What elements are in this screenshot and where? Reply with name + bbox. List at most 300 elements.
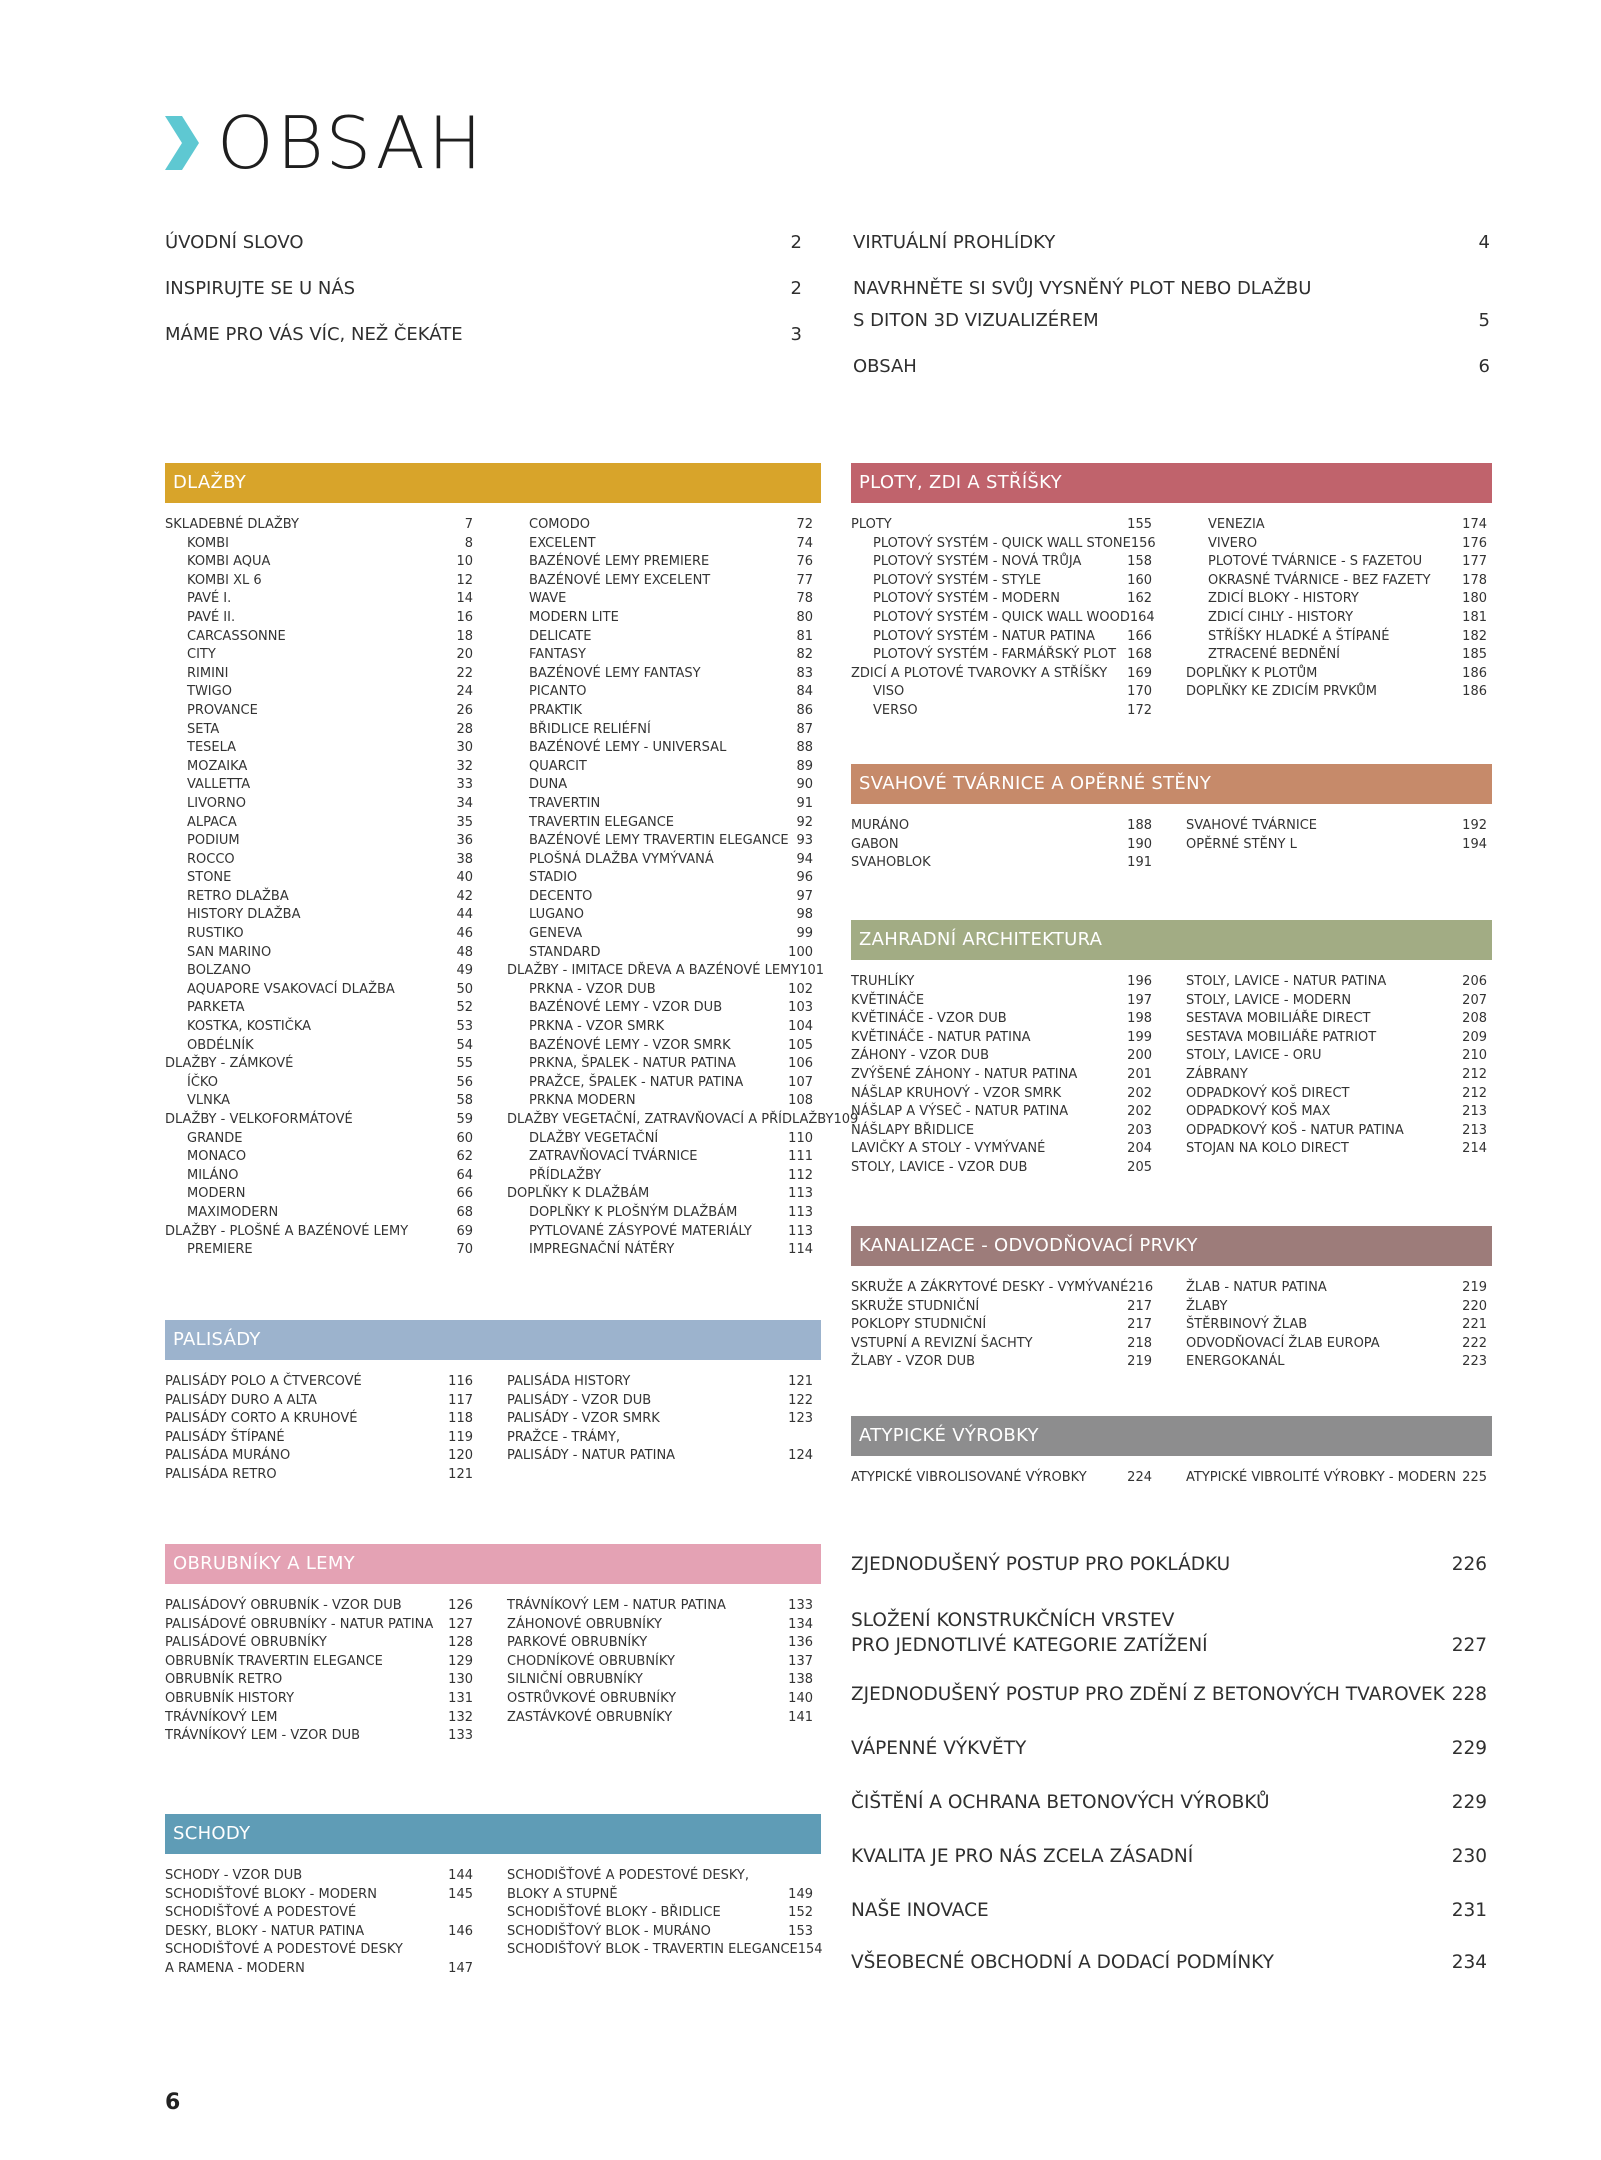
toc-entry-page: 133 — [788, 1598, 813, 1613]
toc-entry[interactable] — [851, 683, 1152, 702]
toc-entry[interactable] — [1186, 516, 1487, 535]
toc-entry[interactable] — [507, 981, 813, 1000]
toc-entry-label: BAZÉNOVÉ LEMY PREMIERE — [529, 554, 710, 570]
toc-entry[interactable] — [507, 1616, 813, 1635]
toc-entry[interactable] — [851, 1316, 1152, 1335]
toc-entry-page: 112 — [788, 1167, 813, 1183]
section-obrubniky — [165, 1544, 821, 1744]
toc-entry[interactable] — [165, 1466, 473, 1485]
toc-entry[interactable] — [165, 832, 473, 851]
toc-entry-label: VLNKA — [187, 1093, 231, 1109]
toc-entry[interactable] — [851, 1085, 1152, 1104]
toc-entry[interactable] — [165, 1018, 473, 1037]
toc-entry[interactable] — [507, 1223, 813, 1242]
toc-entry[interactable] — [1186, 609, 1487, 628]
toc-entry-page: 116 — [448, 1374, 473, 1389]
toc-entry[interactable] — [507, 1653, 813, 1672]
toc-entry[interactable] — [507, 814, 813, 833]
toc-entry[interactable] — [851, 646, 1152, 665]
section-header: ZAHRADNÍ ARCHITEKTURA — [851, 920, 1492, 960]
toc-entry-label: VERSO — [873, 702, 918, 718]
toc-entry[interactable] — [165, 665, 473, 684]
toc-entry-label: PALISÁDOVÝ OBRUBNÍK - VZOR DUB — [165, 1598, 402, 1613]
toc-entry[interactable] — [507, 1634, 813, 1653]
toc-entry[interactable] — [165, 1223, 473, 1242]
toc-column — [507, 1597, 813, 1727]
toc-entry[interactable] — [165, 1392, 473, 1411]
toc-entry[interactable] — [165, 1671, 473, 1690]
toc-entry-label: SILNIČNÍ OBRUBNÍKY — [507, 1672, 643, 1688]
toc-entry-label: NAVRHNĚTE SI SVŮJ VYSNĚNÝ PLOT NEBO DLAŽBU — [853, 278, 1312, 299]
toc-entry[interactable] — [165, 1727, 473, 1746]
toc-entry[interactable] — [851, 590, 1152, 609]
toc-entry[interactable] — [851, 973, 1152, 992]
toc-entry[interactable] — [507, 1709, 813, 1728]
toc-entry-page: 213 — [1462, 1104, 1487, 1120]
toc-entry-label: MÁME PRO VÁS VÍC, NEŽ ČEKÁTE — [165, 324, 463, 345]
toc-entry[interactable] — [165, 553, 473, 572]
toc-entry[interactable] — [507, 851, 813, 870]
toc-entry[interactable] — [165, 1111, 473, 1130]
section-header: SVAHOVÉ TVÁRNICE A OPĚRNÉ STĚNY — [851, 764, 1492, 804]
toc-entry[interactable] — [1186, 973, 1487, 992]
toc-entry-label: ZÁHONOVÉ OBRUBNÍKY — [507, 1616, 662, 1632]
toc-entry-page: 22 — [456, 665, 473, 681]
toc-entry[interactable] — [853, 356, 1490, 402]
toc-entry[interactable] — [851, 1159, 1152, 1178]
toc-entry[interactable] — [507, 1429, 813, 1448]
toc-entry-label: VIRTUÁLNÍ PROHLÍDKY — [853, 232, 1056, 253]
toc-entry-page: 166 — [1127, 628, 1152, 644]
toc-entry[interactable] — [507, 702, 813, 721]
toc-entry[interactable] — [851, 1552, 1487, 1577]
toc-entry-page: 149 — [788, 1886, 813, 1902]
toc-entry-label: BAZÉNOVÉ LEMY FANTASY — [529, 665, 701, 681]
toc-entry-label: MILÁNO — [187, 1167, 239, 1183]
toc-entry[interactable] — [507, 1447, 813, 1466]
toc-entry-page: 102 — [788, 981, 813, 997]
toc-entry[interactable] — [851, 1122, 1152, 1141]
section-dlazby — [165, 463, 859, 1258]
toc-entry-label: TWIGO — [187, 684, 232, 700]
toc-entry[interactable] — [507, 1373, 813, 1392]
toc-entry[interactable] — [851, 628, 1152, 647]
toc-entry[interactable] — [851, 535, 1156, 554]
toc-entry-page: 221 — [1462, 1317, 1487, 1333]
toc-entry[interactable] — [853, 232, 1490, 278]
toc-entry[interactable] — [1186, 992, 1487, 1011]
toc-entry-label: VSTUPNÍ A REVIZNÍ ŠACHTY — [851, 1335, 1033, 1351]
toc-entry[interactable] — [853, 310, 1490, 356]
toc-entry[interactable] — [851, 1335, 1152, 1354]
toc-entry[interactable] — [507, 1867, 813, 1886]
toc-entry[interactable] — [165, 1429, 473, 1448]
toc-entry[interactable] — [507, 1690, 813, 1709]
toc-entry-label: LUGANO — [529, 907, 585, 923]
toc-entry[interactable] — [1186, 535, 1487, 554]
toc-entry-page: 90 — [796, 777, 813, 793]
toc-entry[interactable] — [851, 1279, 1152, 1298]
toc-entry[interactable] — [507, 628, 813, 647]
toc-entry-page: 109 — [833, 1112, 859, 1127]
toc-entry-page: 7 — [464, 517, 473, 532]
toc-entry[interactable] — [165, 1634, 473, 1653]
toc-entry[interactable] — [165, 795, 473, 814]
toc-entry[interactable] — [507, 1018, 813, 1037]
toc-entry[interactable] — [851, 1029, 1152, 1048]
toc-entry[interactable] — [507, 1392, 813, 1411]
toc-entry[interactable] — [165, 869, 473, 888]
toc-entry[interactable] — [1186, 817, 1487, 836]
toc-entry[interactable] — [165, 981, 473, 1000]
toc-entry[interactable] — [165, 324, 802, 370]
toc-entry[interactable] — [507, 795, 813, 814]
toc-column — [851, 973, 1152, 1178]
toc-column — [1186, 817, 1487, 854]
toc-entry[interactable] — [507, 1923, 813, 1942]
toc-entry[interactable] — [165, 1960, 473, 1979]
toc-entry-page: 123 — [788, 1411, 813, 1427]
toc-entry[interactable] — [165, 1597, 473, 1616]
toc-entry-page: 48 — [456, 944, 473, 960]
toc-entry[interactable] — [165, 1447, 473, 1466]
toc-entry-page: 206 — [1462, 974, 1487, 989]
section-schody — [165, 1814, 823, 1976]
toc-entry-label: SETA — [187, 721, 220, 737]
toc-entry[interactable] — [165, 1130, 473, 1149]
toc-entry-label: OBRUBNÍK TRAVERTIN ELEGANCE — [165, 1653, 383, 1669]
toc-entry-page: 4 — [1478, 232, 1490, 253]
toc-entry[interactable] — [507, 1671, 813, 1690]
toc-entry[interactable] — [165, 962, 473, 981]
toc-entry-page: 202 — [1127, 1085, 1152, 1101]
toc-entry[interactable] — [165, 1923, 473, 1942]
toc-entry[interactable] — [851, 1682, 1487, 1707]
toc-entry[interactable] — [1186, 1279, 1487, 1298]
toc-entry[interactable] — [507, 962, 825, 981]
toc-entry[interactable] — [507, 1204, 813, 1223]
toc-entry-label: SCHODIŠŤOVÉ BLOKY - MODERN — [165, 1886, 377, 1902]
toc-entry[interactable] — [851, 572, 1152, 591]
toc-entry[interactable] — [507, 1167, 813, 1186]
toc-entry[interactable] — [851, 1844, 1487, 1869]
toc-entry[interactable] — [851, 1950, 1487, 1975]
toc-entry-page: 108 — [788, 1093, 813, 1109]
toc-entry[interactable] — [1186, 1085, 1487, 1104]
toc-entry[interactable] — [165, 646, 473, 665]
toc-entry-page: 154 — [797, 1942, 823, 1958]
toc-entry[interactable] — [165, 278, 802, 324]
toc-entry[interactable] — [1186, 1122, 1487, 1141]
toc-entry[interactable] — [851, 1608, 1487, 1658]
toc-entry[interactable] — [851, 1353, 1152, 1372]
toc-entry[interactable] — [507, 1185, 813, 1204]
toc-entry[interactable] — [851, 854, 1152, 873]
toc-entry[interactable] — [165, 944, 473, 963]
toc-entry[interactable] — [165, 1886, 473, 1905]
toc-entry-label: SAN MARINO — [187, 944, 272, 960]
toc-entry-label: ZDICÍ A PLOTOVÉ TVAROVKY A STŘÍŠKY — [851, 665, 1108, 681]
toc-entry[interactable] — [1186, 553, 1487, 572]
toc-entry[interactable] — [507, 721, 813, 740]
toc-entry-page: 66 — [456, 1186, 473, 1202]
toc-entry[interactable] — [165, 702, 473, 721]
toc-entry-label: DOPLŇKY K DLAŽBÁM — [507, 1186, 650, 1202]
toc-entry-page: 8 — [464, 535, 473, 551]
toc-entry-page: 133 — [448, 1728, 473, 1744]
toc-entry[interactable] — [165, 590, 473, 609]
toc-entry[interactable] — [165, 232, 802, 278]
toc-entry-label: TRÁVNÍKOVÝ LEM - VZOR DUB — [165, 1728, 361, 1744]
toc-entry-page: 80 — [796, 609, 813, 625]
toc-entry-page: 120 — [448, 1448, 473, 1464]
toc-entry[interactable] — [507, 1886, 813, 1905]
toc-entry[interactable] — [1186, 1469, 1487, 1488]
toc-entry[interactable] — [165, 572, 473, 591]
toc-entry[interactable] — [507, 609, 813, 628]
toc-entry[interactable] — [1186, 1335, 1487, 1354]
toc-entry-label: PAVÉ II. — [187, 609, 236, 625]
toc-entry[interactable] — [1186, 628, 1487, 647]
toc-entry[interactable] — [507, 832, 813, 851]
toc-entry-page: 86 — [796, 702, 813, 718]
toc-entry-label: MODERN — [187, 1186, 246, 1202]
toc-entry[interactable] — [165, 1037, 473, 1056]
toc-entry-page: 96 — [796, 870, 813, 886]
toc-entry-page: 207 — [1462, 992, 1487, 1008]
toc-entry[interactable] — [853, 278, 1490, 310]
toc-entry-label: OPĚRNÉ STĚNY L — [1186, 836, 1297, 852]
toc-entry[interactable] — [165, 1867, 473, 1886]
toc-entry[interactable] — [1186, 1066, 1487, 1085]
toc-entry-page: 191 — [1127, 855, 1152, 871]
toc-entry[interactable] — [165, 1690, 473, 1709]
toc-entry-page: 168 — [1127, 647, 1152, 663]
toc-entry[interactable] — [1186, 665, 1487, 684]
toc-entry-label: ŽLAB - NATUR PATINA — [1186, 1280, 1327, 1295]
toc-entry[interactable] — [165, 851, 473, 870]
toc-entry-page: 234 — [1451, 1952, 1487, 1973]
toc-entry-label: INSPIRUJTE SE U NÁS — [165, 278, 356, 299]
toc-entry-label: TESELA — [187, 740, 237, 756]
intro-right-list — [853, 232, 1490, 402]
toc-entry[interactable] — [507, 1941, 823, 1960]
toc-entry[interactable] — [507, 906, 813, 925]
toc-entry-label: ZDICÍ CIHLY - HISTORY — [1208, 609, 1354, 625]
toc-entry[interactable] — [851, 1469, 1152, 1488]
toc-entry-label: GABON — [851, 836, 899, 852]
toc-entry[interactable] — [851, 553, 1152, 572]
toc-entry[interactable] — [165, 516, 473, 535]
toc-entry[interactable] — [507, 1130, 813, 1149]
toc-entry[interactable] — [165, 1904, 473, 1923]
toc-entry[interactable] — [851, 1010, 1152, 1029]
toc-entry[interactable] — [851, 1298, 1152, 1317]
toc-entry[interactable] — [507, 1074, 813, 1093]
section-atypicke — [851, 1416, 1492, 1485]
toc-entry-page: 229 — [1451, 1792, 1487, 1813]
toc-entry[interactable] — [1186, 590, 1487, 609]
toc-entry[interactable] — [165, 1241, 473, 1260]
toc-entry[interactable] — [851, 836, 1152, 855]
toc-entry[interactable] — [165, 1092, 473, 1111]
toc-entry-page: 177 — [1462, 554, 1487, 570]
toc-entry-label: POKLOPY STUDNIČNÍ — [851, 1317, 987, 1333]
toc-entry[interactable] — [507, 683, 813, 702]
toc-entry-label: CITY — [187, 647, 216, 663]
toc-entry[interactable] — [165, 628, 473, 647]
toc-entry[interactable] — [507, 869, 813, 888]
toc-entry[interactable] — [1186, 1316, 1487, 1335]
toc-entry-label: BAZÉNOVÉ LEMY EXCELENT — [529, 572, 711, 588]
toc-entry[interactable] — [507, 646, 813, 665]
toc-entry[interactable] — [165, 888, 473, 907]
toc-entry[interactable] — [851, 1047, 1152, 1066]
toc-entry[interactable] — [165, 535, 473, 554]
toc-entry-page: 114 — [788, 1242, 813, 1258]
toc-entry[interactable] — [507, 925, 813, 944]
toc-entry[interactable] — [165, 1185, 473, 1204]
toc-entry[interactable] — [165, 1653, 473, 1672]
toc-entry[interactable] — [1186, 683, 1487, 702]
toc-entry[interactable] — [507, 776, 813, 795]
toc-entry-label: STŘÍŠKY HLADKÉ A ŠTÍPANÉ — [1208, 628, 1390, 644]
toc-entry[interactable] — [1186, 1103, 1487, 1122]
toc-entry[interactable] — [165, 999, 473, 1018]
toc-entry[interactable] — [507, 572, 813, 591]
toc-entry[interactable] — [165, 1410, 473, 1429]
toc-entry[interactable] — [507, 590, 813, 609]
toc-entry[interactable] — [165, 906, 473, 925]
toc-entry[interactable] — [851, 609, 1155, 628]
toc-entry-label: DLAŽBY - IMITACE DŘEVA A BAZÉNOVÉ LEMY — [507, 963, 800, 979]
toc-entry[interactable] — [507, 1148, 813, 1167]
toc-entry[interactable] — [851, 665, 1152, 684]
toc-entry[interactable] — [165, 1074, 473, 1093]
toc-entry[interactable] — [507, 758, 813, 777]
toc-entry[interactable] — [507, 1410, 813, 1429]
toc-entry[interactable] — [165, 814, 473, 833]
toc-entry[interactable] — [165, 609, 473, 628]
toc-entry[interactable] — [1186, 1298, 1487, 1317]
toc-entry[interactable] — [851, 516, 1152, 535]
toc-entry[interactable] — [165, 1709, 473, 1728]
toc-entry[interactable] — [507, 1111, 859, 1130]
toc-entry[interactable] — [165, 758, 473, 777]
section-ploty — [851, 463, 1492, 718]
toc-entry-page: 5 — [1478, 310, 1490, 331]
toc-entry[interactable] — [165, 925, 473, 944]
toc-entry-page: 216 — [1128, 1280, 1154, 1295]
toc-entry-label: PLOTOVÝ SYSTÉM - STYLE — [873, 572, 1042, 588]
toc-entry[interactable] — [851, 817, 1152, 836]
toc-entry[interactable] — [507, 1241, 813, 1260]
toc-entry[interactable] — [507, 665, 813, 684]
toc-entry-label — [851, 1682, 1445, 1707]
toc-entry-page: 214 — [1462, 1141, 1487, 1157]
toc-entry[interactable] — [1186, 1353, 1487, 1372]
toc-entry[interactable] — [851, 992, 1152, 1011]
toc-entry[interactable] — [851, 1898, 1487, 1923]
toc-entry[interactable] — [165, 1055, 473, 1074]
toc-entry[interactable] — [165, 1148, 473, 1167]
toc-entry-page: 46 — [456, 926, 473, 942]
toc-entry[interactable] — [1186, 1140, 1487, 1159]
toc-entry[interactable] — [165, 1616, 473, 1635]
toc-entry[interactable] — [165, 739, 473, 758]
toc-entry-label: PODIUM — [187, 833, 240, 849]
toc-entry[interactable] — [507, 739, 813, 758]
toc-entry-page: 111 — [788, 1149, 813, 1165]
toc-entry[interactable] — [507, 535, 813, 554]
toc-entry[interactable] — [851, 1066, 1152, 1085]
toc-entry-label: PALISÁDY - NATUR PATINA — [507, 1448, 676, 1464]
toc-entry[interactable] — [507, 888, 813, 907]
toc-entry-label: PRKNA - VZOR SMRK — [529, 1019, 665, 1035]
toc-entry[interactable] — [507, 1055, 813, 1074]
toc-entry[interactable] — [851, 1103, 1152, 1122]
toc-entry-page: 92 — [796, 814, 813, 830]
toc-entry[interactable] — [507, 999, 813, 1018]
toc-entry[interactable] — [1186, 1029, 1487, 1048]
toc-entry[interactable] — [851, 1140, 1152, 1159]
toc-entry[interactable] — [851, 1736, 1487, 1761]
toc-entry[interactable] — [507, 516, 813, 535]
toc-entry-label: RETRO DLAŽBA — [187, 888, 289, 904]
section-svahove — [851, 764, 1492, 871]
toc-entry[interactable] — [1186, 1010, 1487, 1029]
toc-entry-page: 121 — [788, 1374, 813, 1389]
toc-entry[interactable] — [165, 1941, 473, 1960]
toc-entry[interactable] — [1186, 646, 1487, 665]
toc-entry[interactable] — [165, 776, 473, 795]
toc-entry-label: EXCELENT — [529, 535, 596, 551]
toc-entry[interactable] — [507, 944, 813, 963]
toc-entry[interactable] — [507, 1904, 813, 1923]
toc-entry-label: ZTRACENÉ BEDNĚNÍ — [1208, 647, 1341, 663]
toc-entry[interactable] — [1186, 572, 1487, 591]
toc-entry[interactable] — [507, 1037, 813, 1056]
toc-entry[interactable] — [851, 702, 1152, 721]
toc-entry[interactable] — [851, 1790, 1487, 1815]
toc-entry-label: PALISÁDA HISTORY — [507, 1374, 631, 1389]
toc-entry[interactable] — [165, 721, 473, 740]
toc-entry[interactable] — [507, 1597, 813, 1616]
toc-entry[interactable] — [1186, 1047, 1487, 1066]
toc-entry-page: 33 — [456, 777, 473, 793]
toc-entry-label: CARCASSONNE — [187, 628, 286, 644]
toc-entry-label: BAZÉNOVÉ LEMY - VZOR SMRK — [529, 1037, 731, 1053]
toc-entry[interactable] — [165, 1167, 473, 1186]
toc-entry-label: PRAŽCE - TRÁMY, — [507, 1429, 621, 1445]
toc-entry[interactable] — [507, 553, 813, 572]
toc-entry-page: 172 — [1127, 702, 1152, 718]
section-header: DLAŽBY — [165, 463, 821, 503]
toc-entry[interactable] — [165, 1373, 473, 1392]
toc-entry-label: PREMIERE — [187, 1242, 253, 1258]
toc-entry-page: 231 — [1451, 1900, 1487, 1921]
toc-entry[interactable] — [1186, 836, 1487, 855]
section-header: ATYPICKÉ VÝROBKY — [851, 1416, 1492, 1456]
toc-entry-label: KVĚTINÁČE - NATUR PATINA — [851, 1029, 1031, 1045]
toc-entry[interactable] — [507, 1092, 813, 1111]
toc-entry[interactable] — [165, 1204, 473, 1223]
toc-entry-page: 182 — [1462, 628, 1487, 644]
toc-entry[interactable] — [165, 683, 473, 702]
toc-entry-label: PLOTOVÝ SYSTÉM - MODERN — [873, 591, 1060, 607]
toc-entry-label: ÚVODNÍ SLOVO — [165, 232, 304, 253]
toc-entry-page: 103 — [788, 1000, 813, 1016]
